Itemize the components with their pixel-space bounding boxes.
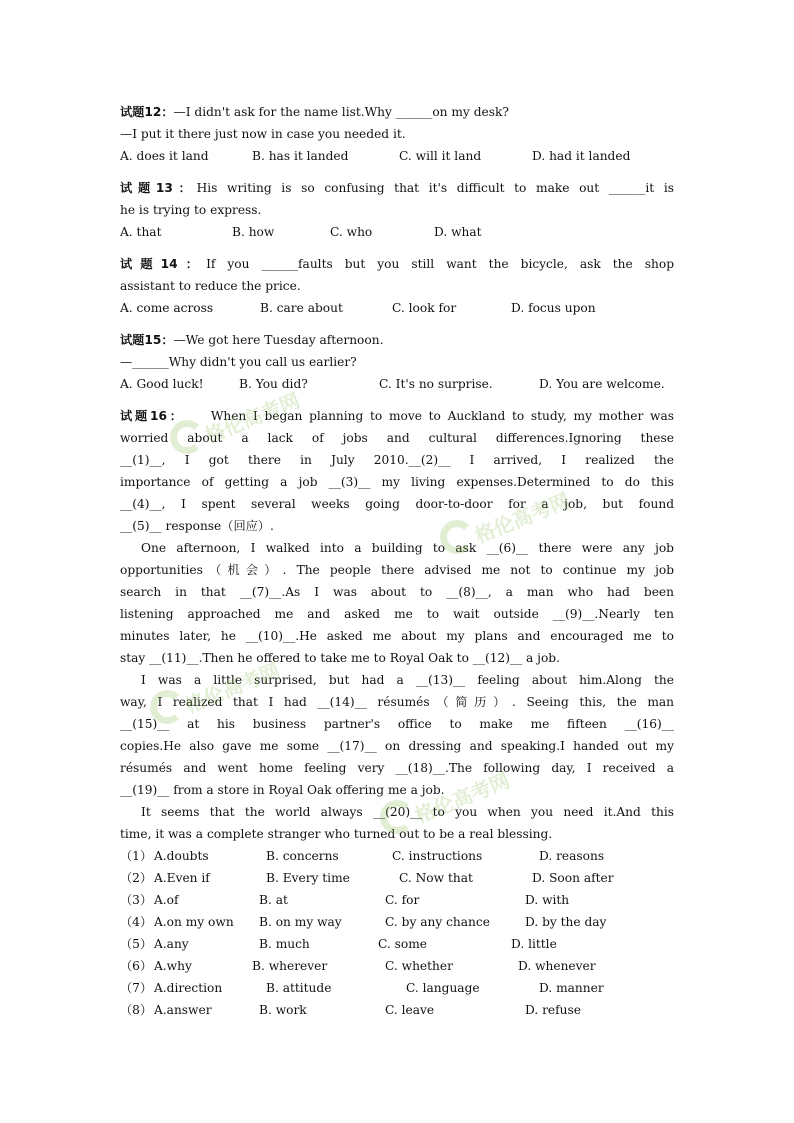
q16-choice-row	[120, 867, 674, 889]
q13-options	[120, 221, 674, 243]
choice-option-a[interactable]: A.Even if	[154, 871, 210, 885]
choice-option-b[interactable]: B. much	[259, 937, 310, 951]
q14-option-d[interactable]: D. focus upon	[511, 301, 596, 315]
q13-text1: His writing is so confusing that it's difficult to make out ______it is	[196, 181, 674, 195]
choice-option-a[interactable]: A.any	[154, 937, 189, 951]
choice-number: （5）	[120, 937, 153, 951]
choice-number: （4）	[120, 915, 153, 929]
q15-text1: —We got here Tuesday afternoon.	[173, 333, 384, 347]
q15-label: 试题15：	[120, 333, 174, 347]
q16-line-10: listening approached me and asked me to wait outside __(9)__.Nearly ten	[120, 607, 674, 621]
choice-option-b[interactable]: B. concerns	[266, 849, 339, 863]
q13-option-a[interactable]: A. that	[120, 225, 162, 239]
q13-label: 试题13：	[120, 181, 197, 195]
q16-line-14: way, I realized that I had __(14)__ résumés（简历）. Seeing this, the man	[120, 695, 674, 709]
q13-option-d[interactable]: D. what	[434, 225, 482, 239]
q15-options	[120, 373, 674, 395]
q16-line-2: worried about a lack of jobs and cultural differences.Ignoring these	[120, 431, 674, 445]
choice-number: （1）	[120, 849, 153, 863]
choice-option-b[interactable]: B. work	[259, 1003, 307, 1017]
q16-label: 试题16：	[120, 409, 185, 423]
q16-line-1	[120, 405, 674, 427]
choice-option-a[interactable]: A.answer	[154, 1003, 212, 1017]
q16-line-8: opportunities（机会）. The people there advised me not to continue my job	[120, 563, 674, 577]
q15-line1	[120, 329, 674, 351]
q12-option-b[interactable]: B. has it landed	[252, 149, 349, 163]
q16-line-19: It seems that the world always __(20)__ to you when you need it.And this	[141, 805, 674, 819]
q14-line1	[120, 253, 674, 275]
choice-option-d[interactable]: D. whenever	[518, 959, 596, 973]
q12-option-d[interactable]: D. had it landed	[532, 149, 631, 163]
choice-option-c[interactable]: C. Now that	[399, 871, 473, 885]
choice-option-c[interactable]: C. for	[385, 893, 420, 907]
q12-text1: —I didn't ask for the name list.Why ______on my desk?	[173, 105, 509, 119]
choice-number: （8）	[120, 1003, 153, 1017]
choice-option-b[interactable]: B. wherever	[252, 959, 328, 973]
watermark-text: 格伦高考网	[411, 768, 514, 828]
q16-line-16: copies.He also gave me some __(17)__ on dressing and speaking.I handed out my	[120, 739, 674, 753]
choice-option-b[interactable]: B. at	[259, 893, 288, 907]
q14-line2: assistant to reduce the price.	[120, 279, 301, 293]
q16-line-12: stay __(11)__.Then he offered to take me to Royal Oak to __(12)__ a job.	[120, 651, 560, 665]
q16-choice-row	[120, 955, 674, 977]
choice-option-d[interactable]: D. Soon after	[532, 871, 614, 885]
choice-option-c[interactable]: C. whether	[385, 959, 453, 973]
watermark-text: 格伦高考网	[201, 388, 304, 448]
q13-line2: he is trying to express.	[120, 203, 262, 217]
choice-option-b[interactable]: B. attitude	[266, 981, 332, 995]
q16-line-5: __(4)__, I spent several weeks going door-to-door for a job, but found	[120, 497, 674, 511]
choice-option-d[interactable]: D. manner	[539, 981, 604, 995]
q16-line-13: I was a little surprised, but had a __(13)__ feeling about him.Along the	[141, 673, 674, 687]
q15-option-c[interactable]: C. It's no surprise.	[379, 377, 493, 391]
q14-label: 试题14：	[120, 257, 207, 271]
q15-option-a[interactable]: A. Good luck!	[120, 377, 204, 391]
q14-option-c[interactable]: C. look for	[392, 301, 457, 315]
q15-line2: —______Why didn't you call us earlier?	[120, 355, 357, 369]
q12-options	[120, 145, 674, 167]
q16-line-4: importance of getting a job __(3)__ my living expenses.Determined to do this	[120, 475, 674, 489]
q16-line-3: __(1)__, I got there in July 2010.__(2)__ I arrived, I realized the	[120, 453, 674, 467]
choice-number: （6）	[120, 959, 153, 973]
choice-number: （3）	[120, 893, 153, 907]
q16-line-7: One afternoon, I walked into a building to ask __(6)__ there were any job	[141, 541, 674, 555]
q16-choice-row	[120, 889, 674, 911]
q16-line-17: résumés and went home feeling very __(18)__.The following day, I received a	[120, 761, 674, 775]
q12-option-a[interactable]: A. does it land	[120, 149, 209, 163]
q16-choice-row	[120, 933, 674, 955]
q16-line-6: __(5)__ response（回应）.	[120, 519, 274, 533]
choice-option-d[interactable]: D. little	[511, 937, 557, 951]
choice-option-d[interactable]: D. by the day	[525, 915, 607, 929]
q16-text-1: When I began planning to move to Auckland to study, my mother was	[210, 409, 674, 423]
q16-choice-row	[120, 911, 674, 933]
choice-option-c[interactable]: C. some	[378, 937, 427, 951]
choice-number: （2）	[120, 871, 153, 885]
q12-line2: —I put it there just now in case you needed it.	[120, 127, 406, 141]
q16-line-15: __(15)__ at his business partner's office to make me fifteen __(16)__	[120, 717, 674, 731]
q16-choice-row	[120, 977, 674, 999]
q15-option-b[interactable]: B. You did?	[239, 377, 308, 391]
choice-option-b[interactable]: B. Every time	[266, 871, 350, 885]
choice-option-c[interactable]: C. leave	[385, 1003, 435, 1017]
q13-option-b[interactable]: B. how	[232, 225, 275, 239]
choice-option-c[interactable]: C. language	[406, 981, 480, 995]
q14-option-a[interactable]: A. come across	[120, 301, 214, 315]
q16-line-9: search in that __(7)__.As I was about to __(8)__, a man who had been	[120, 585, 674, 599]
choice-option-a[interactable]: A.why	[154, 959, 192, 973]
choice-option-d[interactable]: D. with	[525, 893, 570, 907]
choice-option-a[interactable]: A.doubts	[154, 849, 209, 863]
choice-option-b[interactable]: B. on my way	[259, 915, 342, 929]
q13-option-c[interactable]: C. who	[330, 225, 373, 239]
choice-option-d[interactable]: D. refuse	[525, 1003, 581, 1017]
q16-line-18: __(19)__ from a store in Royal Oak offering me a job.	[120, 783, 445, 797]
q12-label: 试题12：	[120, 105, 174, 119]
watermark-text: 格伦高考网	[471, 488, 574, 548]
q14-options	[120, 297, 674, 319]
q16-choice-row	[120, 845, 674, 867]
q16-choice-row	[120, 999, 674, 1021]
choice-option-c[interactable]: C. by any chance	[385, 915, 490, 929]
watermark-text: 格伦高考网	[181, 658, 284, 718]
choice-option-c[interactable]: C. instructions	[392, 849, 483, 863]
q14-text1: If you ______faults but you still want the bicycle, ask the shop	[206, 257, 674, 271]
choice-option-a[interactable]: A.direction	[154, 981, 223, 995]
q16-line-20: time, it was a complete stranger who turned out to be a real blessing.	[120, 827, 553, 841]
choice-option-a[interactable]: A.of	[154, 893, 179, 907]
choice-option-a[interactable]: A.on my own	[154, 915, 234, 929]
q15-option-d[interactable]: D. You are welcome.	[539, 377, 665, 391]
q13-line1	[120, 177, 674, 199]
q12-option-c[interactable]: C. will it land	[399, 149, 482, 163]
choice-option-d[interactable]: D. reasons	[539, 849, 605, 863]
q14-option-b[interactable]: B. care about	[260, 301, 343, 315]
choice-number: （7）	[120, 981, 153, 995]
q12-line1	[120, 101, 674, 123]
q16-line-11: minutes later, he __(10)__.He asked me about my plans and encouraged me to	[120, 629, 674, 643]
